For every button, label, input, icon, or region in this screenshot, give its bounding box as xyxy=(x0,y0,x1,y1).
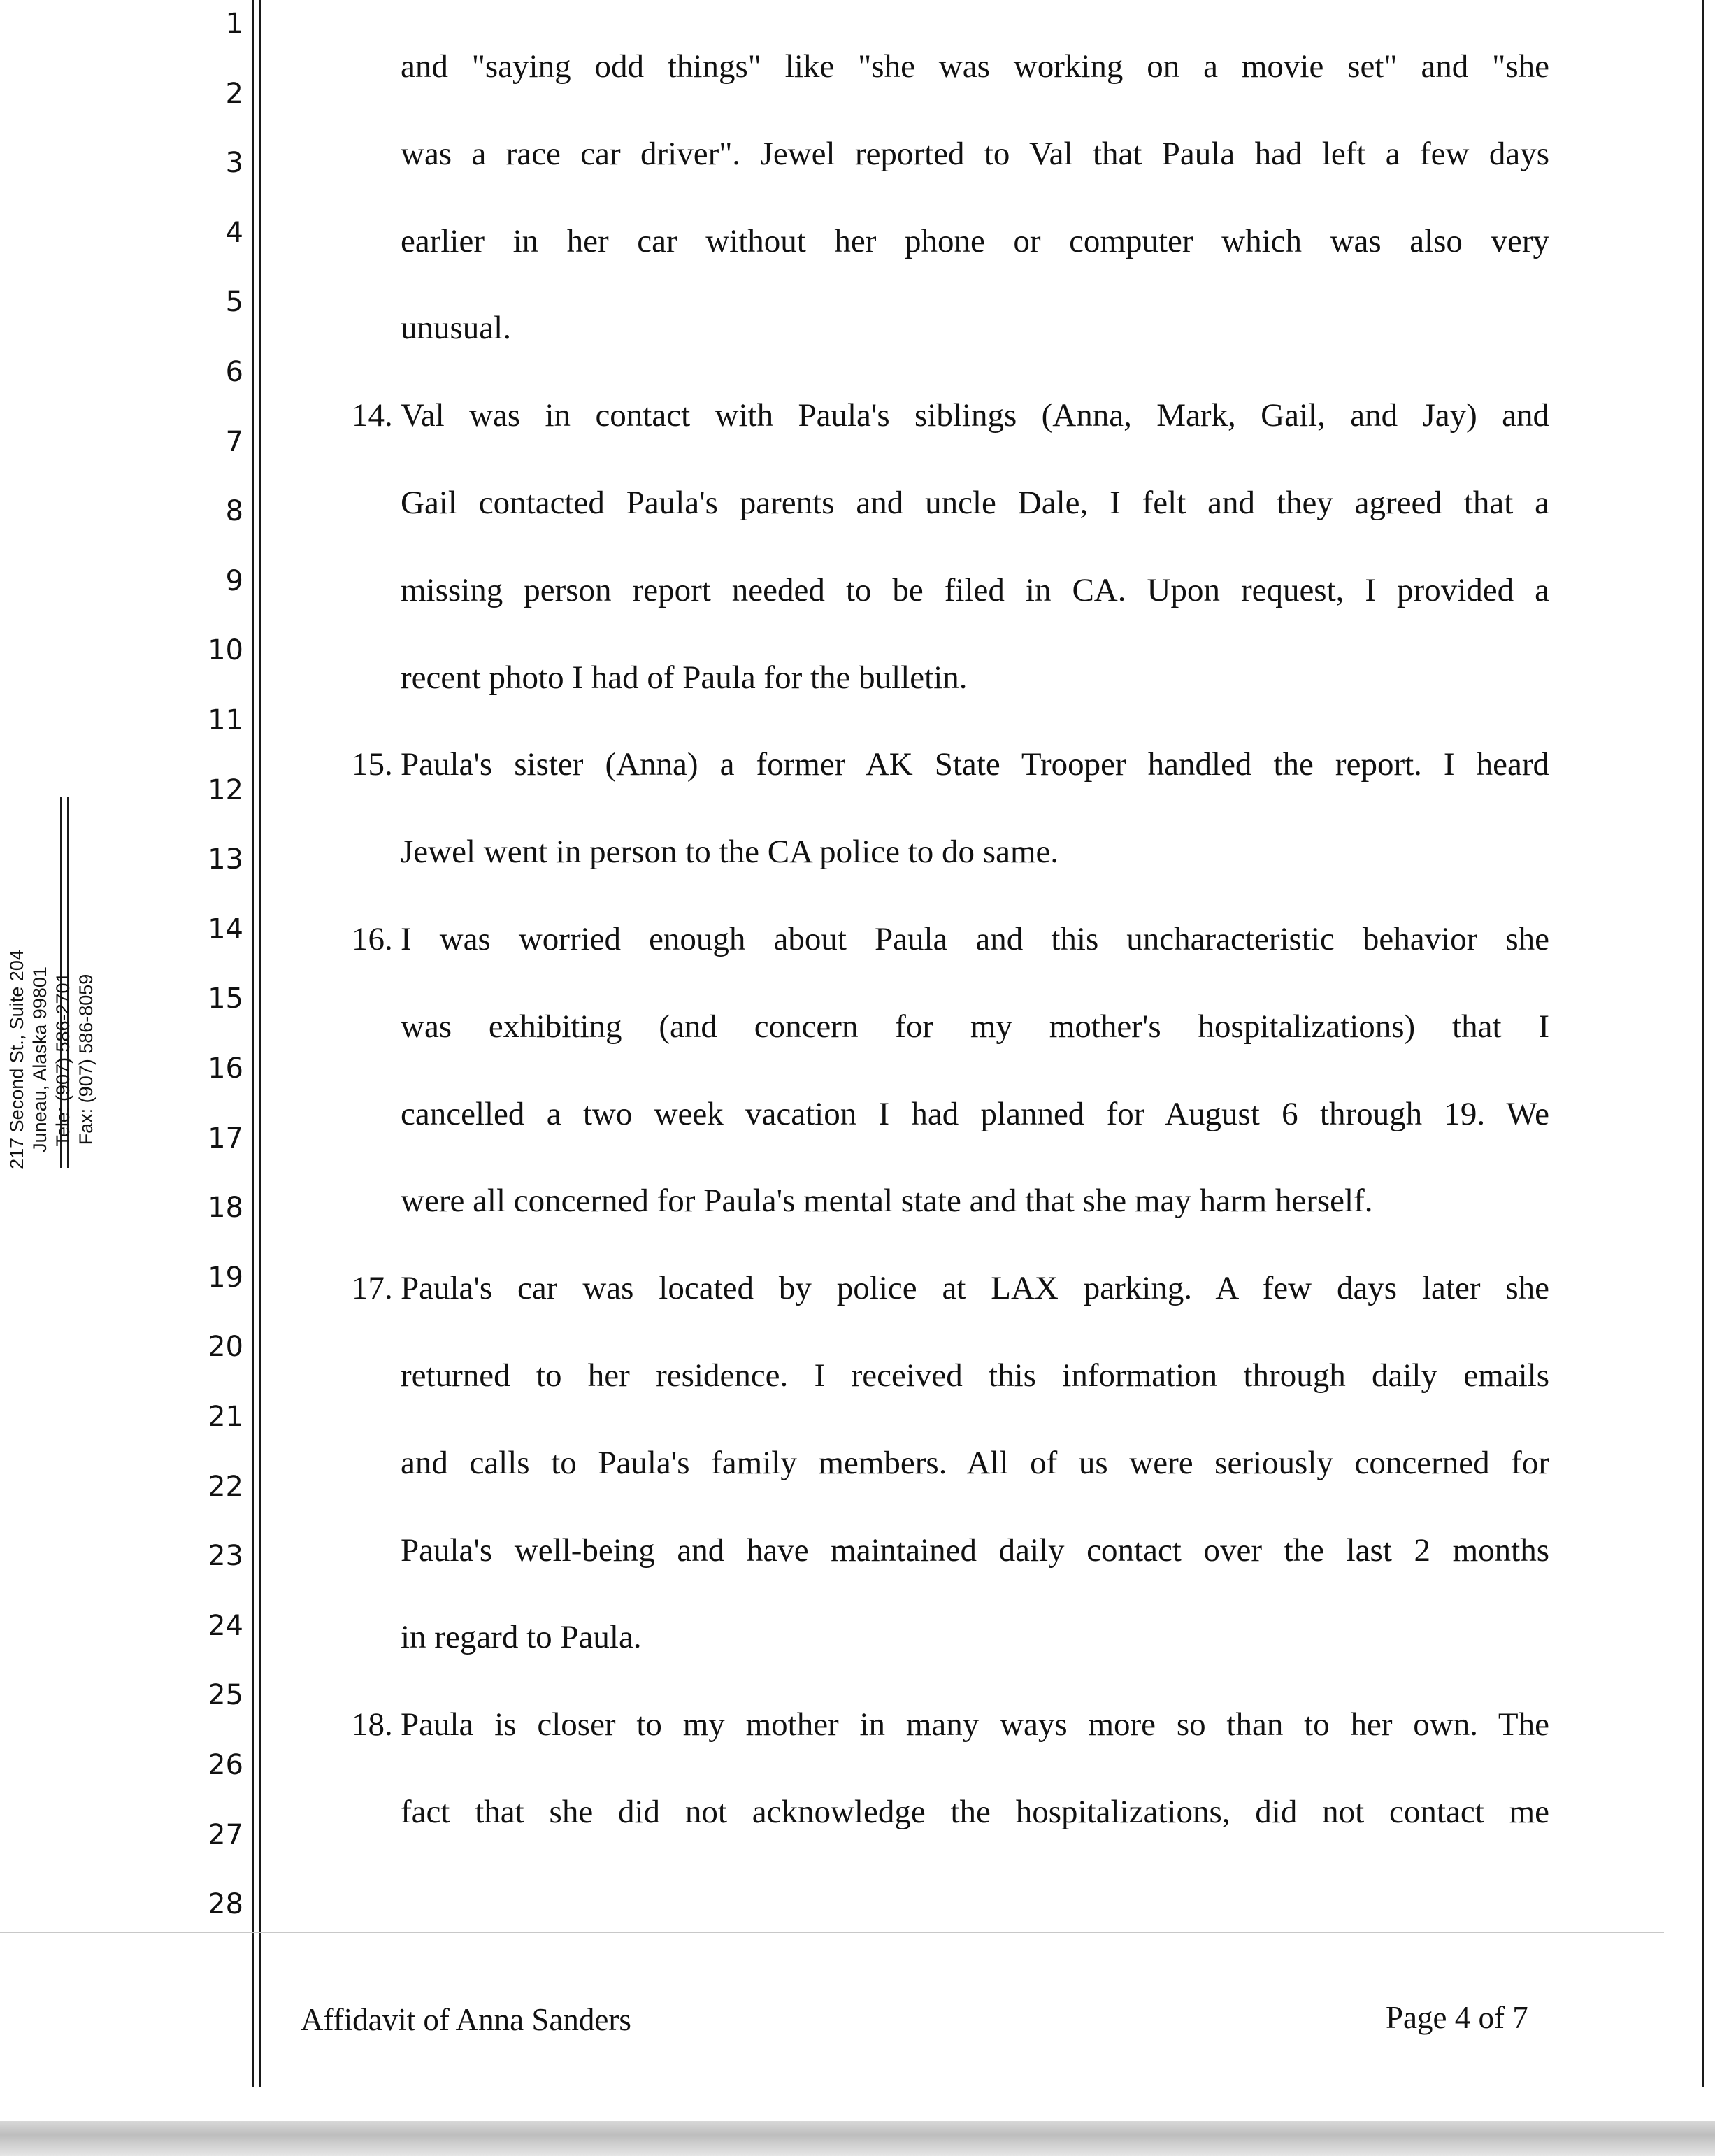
line-number: 16 xyxy=(208,1052,243,1085)
body-line: recent photo I had of Paula for the bulletin. xyxy=(401,659,968,696)
line-number: 15 xyxy=(208,983,243,1015)
line-number: 5 xyxy=(225,286,243,319)
line-number: 21 xyxy=(208,1401,243,1433)
line-number: 12 xyxy=(208,773,243,806)
body-line: was a race car driver". Jewel reported to Val that Paula had left a few days xyxy=(401,135,1549,172)
line-number: 24 xyxy=(208,1609,243,1642)
right-margin-rule xyxy=(1702,0,1704,2087)
body-line: earlier in her car without her phone or computer which was also very xyxy=(401,222,1549,259)
line-number: 22 xyxy=(208,1470,243,1503)
paragraph-number: 16. xyxy=(352,921,393,957)
body-line: in regard to Paula. xyxy=(401,1619,642,1656)
line-number: 11 xyxy=(208,704,243,736)
line-number: 28 xyxy=(208,1888,243,1921)
paragraph-number: 14. xyxy=(352,397,393,434)
line-number: 23 xyxy=(208,1540,243,1573)
page-number: Page 4 of 7 xyxy=(1386,2000,1528,2035)
paragraph-number: 15. xyxy=(352,746,393,783)
firm-address-line: Juneau, Alaska 99801 xyxy=(29,966,51,1152)
body-line: Paula's sister (Anna) a former AK State Trooper handled the report. I heard xyxy=(401,746,1549,783)
scan-edge xyxy=(0,2121,1715,2156)
line-number: 13 xyxy=(208,843,243,876)
left-margin-rule-2 xyxy=(259,0,261,2087)
body-line: were all concerned for Paula's mental state and that she may harm herself. xyxy=(401,1183,1373,1220)
firm-phone: Tele: (907) 586-2701 xyxy=(52,972,73,1147)
firm-address-line: 217 Second St., Suite 204 xyxy=(6,950,28,1169)
firm-block xyxy=(0,815,119,1304)
body-line: I was worried enough about Paula and this uncharacteristic behavior she xyxy=(401,921,1549,957)
body-line: Val was in contact with Paula's siblings (Anna, Mark, Gail, and Jay) and xyxy=(401,397,1549,434)
body-line: unusual. xyxy=(401,310,511,347)
line-number: 1 xyxy=(225,8,243,40)
body-line: missing person report needed to be filed in CA. Upon request, I provided a xyxy=(401,571,1549,608)
left-margin-rule-1 xyxy=(252,0,254,2087)
body-line: and "saying odd things" like "she was working on a movie set" and "she xyxy=(401,48,1549,85)
line-number: 27 xyxy=(208,1818,243,1851)
line-number: 2 xyxy=(225,77,243,110)
paragraph-number: 18. xyxy=(352,1706,393,1743)
body-line: fact that she did not acknowledge the hospitalizations, did not contact me xyxy=(401,1794,1549,1830)
line-number: 4 xyxy=(225,216,243,249)
body-line: cancelled a two week vacation I had planned for August 6 through 19. We xyxy=(401,1095,1549,1132)
paragraph-number: 17. xyxy=(352,1270,393,1307)
line-number: 9 xyxy=(225,564,243,597)
firm-fax: Fax: (907) 586-8059 xyxy=(75,973,96,1145)
line-number: 3 xyxy=(225,147,243,180)
line-number: 26 xyxy=(208,1749,243,1781)
body-line: and calls to Paula's family members. All of us were seriously concerned for xyxy=(401,1444,1549,1481)
line-number: 19 xyxy=(208,1261,243,1294)
line-number: 20 xyxy=(208,1331,243,1364)
body-line: returned to her residence. I received this information through daily emails xyxy=(401,1357,1549,1394)
line-number: 25 xyxy=(208,1679,243,1712)
body-line: Paula is closer to my mother in many ways more so than to her own. The xyxy=(401,1706,1549,1743)
body-line: Jewel went in person to the CA police to do same. xyxy=(401,834,1059,871)
body-line: was exhibiting (and concern for my mother's hospitalizations) that I xyxy=(401,1008,1549,1045)
line-number: 6 xyxy=(225,356,243,388)
body-line: Gail contacted Paula's parents and uncle Dale, I felt and they agreed that a xyxy=(401,485,1549,521)
line-number: 18 xyxy=(208,1192,243,1225)
line-number: 17 xyxy=(208,1122,243,1155)
line-number: 8 xyxy=(225,495,243,528)
line-number: 14 xyxy=(208,913,243,945)
body-line: Paula's car was located by police at LAX parking. A few days later she xyxy=(401,1270,1549,1307)
body-line: Paula's well-being and have maintained daily contact over the last 2 months xyxy=(401,1532,1549,1569)
footer-title: Affidavit of Anna Sanders xyxy=(301,2002,631,2037)
footer-separator xyxy=(0,1932,1664,1933)
line-number: 10 xyxy=(208,634,243,667)
line-number: 7 xyxy=(225,425,243,458)
